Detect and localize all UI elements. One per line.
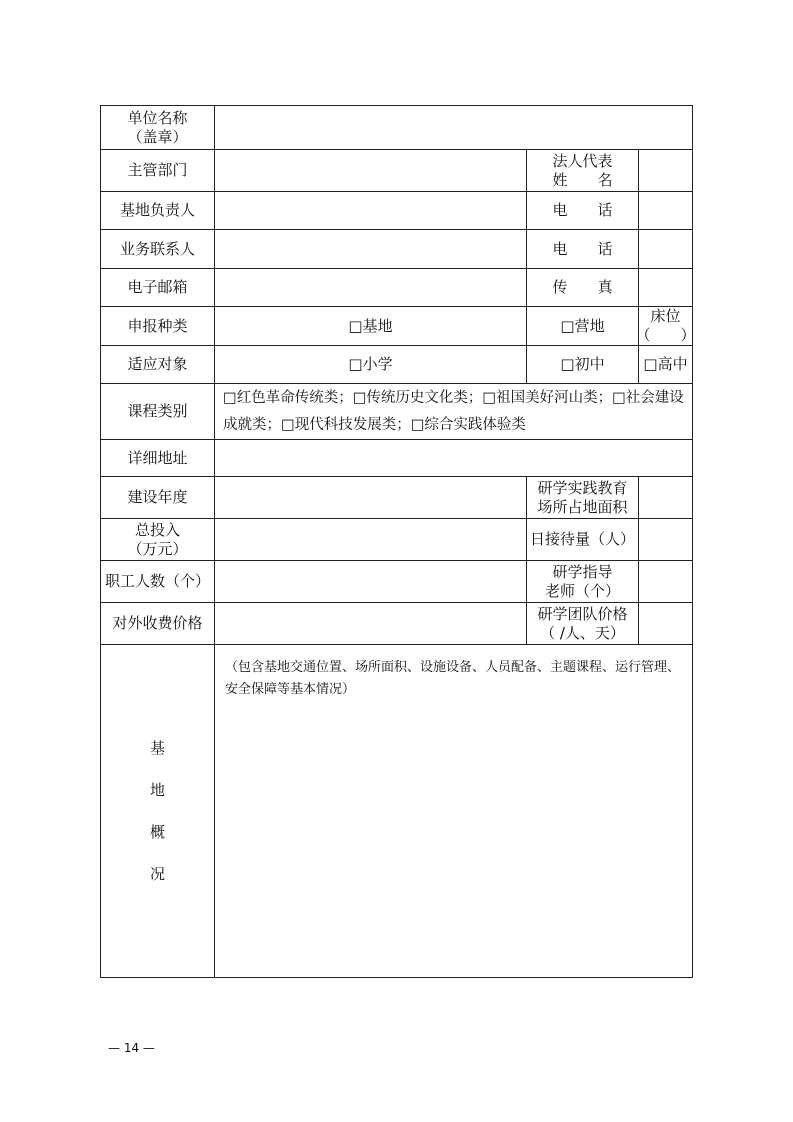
phone1-label: 电 话 bbox=[527, 192, 639, 229]
application-form bbox=[100, 105, 696, 978]
daily-capacity-label: 日接待量（人） bbox=[527, 519, 639, 560]
legal-rep-field[interactable] bbox=[639, 150, 692, 191]
address-field[interactable] bbox=[215, 440, 692, 476]
email-label: 电子邮箱 bbox=[101, 269, 215, 306]
legal-rep-label: 法人代表 姓 名 bbox=[527, 150, 639, 191]
row-address bbox=[101, 440, 692, 477]
build-year-label: 建设年度 bbox=[101, 477, 215, 518]
phone2-label: 电 话 bbox=[527, 230, 639, 268]
apply-type-label: 申报种类 bbox=[101, 307, 215, 345]
row-overview bbox=[101, 645, 692, 977]
area-field[interactable] bbox=[639, 477, 692, 518]
price-field[interactable] bbox=[215, 603, 527, 644]
row-investment bbox=[101, 519, 692, 561]
staff-field[interactable] bbox=[215, 561, 527, 602]
overview-label: 基 地 概 况 bbox=[101, 645, 215, 977]
unit-name-label: 单位名称 （盖章） bbox=[101, 106, 215, 149]
contact-field[interactable] bbox=[215, 230, 527, 268]
row-email bbox=[101, 269, 692, 307]
email-field[interactable] bbox=[215, 269, 527, 306]
row-contact bbox=[101, 230, 692, 269]
teachers-label: 研学指导 老师（个） bbox=[527, 561, 639, 602]
address-label: 详细地址 bbox=[101, 440, 215, 476]
row-unit-name bbox=[101, 106, 692, 150]
row-target bbox=[101, 346, 692, 384]
build-year-field[interactable] bbox=[215, 477, 527, 518]
unit-name-field[interactable] bbox=[215, 106, 692, 149]
target-label: 适应对象 bbox=[101, 346, 215, 383]
apply-type-camp-checkbox[interactable]: □营地 bbox=[527, 307, 639, 345]
page-number: — 14 — bbox=[108, 1041, 155, 1055]
overview-field[interactable]: （包含基地交通位置、场所面积、设施设备、人员配备、主题课程、运行管理、安全保障等基本情况） bbox=[225, 660, 681, 697]
investment-field[interactable] bbox=[215, 519, 527, 560]
apply-type-base-checkbox[interactable]: □基地 bbox=[215, 307, 527, 345]
row-build-year bbox=[101, 477, 692, 519]
supervisor-dept-label: 主管部门 bbox=[101, 150, 215, 191]
course-options[interactable]: □红色革命传统类；□传统历史文化类；□祖国美好河山类；□社会建设成就类；□现代科技发展类；□综合实践体验类 bbox=[223, 389, 684, 433]
fax-label: 传 真 bbox=[527, 269, 639, 306]
target-junior-checkbox[interactable]: □初中 bbox=[527, 346, 639, 383]
team-price-label: 研学团队价格 （ /人、天） bbox=[527, 603, 639, 644]
course-label: 课程类别 bbox=[101, 384, 215, 439]
row-base-head bbox=[101, 192, 692, 230]
investment-label: 总投入 （万元） bbox=[101, 519, 215, 560]
area-label: 研学实践教育 场所占地面积 bbox=[527, 477, 639, 518]
target-primary-checkbox[interactable]: □小学 bbox=[215, 346, 527, 383]
phone2-field[interactable] bbox=[639, 230, 692, 268]
row-price bbox=[101, 603, 692, 645]
row-apply-type bbox=[101, 307, 696, 346]
daily-capacity-field[interactable] bbox=[639, 519, 692, 560]
contact-label: 业务联系人 bbox=[101, 230, 215, 268]
row-staff bbox=[101, 561, 692, 603]
target-senior-checkbox[interactable]: □高中 bbox=[643, 355, 688, 373]
team-price-field[interactable] bbox=[639, 603, 692, 644]
apply-type-beds-field[interactable]: 床位（ ） bbox=[635, 307, 696, 344]
phone1-field[interactable] bbox=[639, 192, 692, 229]
base-head-field[interactable] bbox=[215, 192, 527, 229]
supervisor-dept-field[interactable] bbox=[215, 150, 527, 191]
staff-label: 职工人数（个） bbox=[101, 561, 215, 602]
price-label: 对外收费价格 bbox=[101, 603, 215, 644]
row-supervisor bbox=[101, 150, 692, 192]
row-course bbox=[101, 384, 692, 440]
base-head-label: 基地负责人 bbox=[101, 192, 215, 229]
teachers-field[interactable] bbox=[639, 561, 692, 602]
fax-field[interactable] bbox=[639, 269, 692, 306]
